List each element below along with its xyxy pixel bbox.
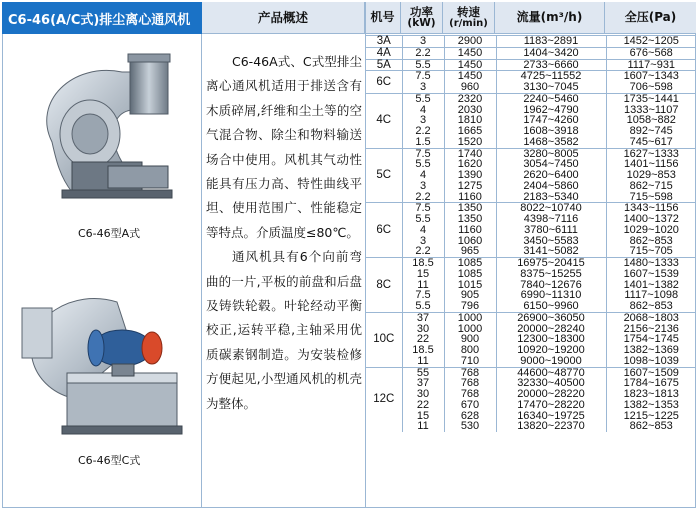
flow-cell: 1404~3420 bbox=[496, 47, 606, 59]
table-row bbox=[366, 36, 696, 48]
power-cell: 7.5 bbox=[402, 148, 444, 159]
table-row bbox=[366, 400, 696, 411]
speed-cell: 2900 bbox=[444, 36, 496, 48]
flow-cell: 6990~11310 bbox=[496, 290, 606, 301]
power-cell: 5.5 bbox=[402, 93, 444, 104]
speed-cell: 965 bbox=[444, 246, 496, 257]
flow-cell: 4725~11552 bbox=[496, 71, 606, 82]
power-cell: 7.5 bbox=[402, 290, 444, 301]
flow-cell: 2620~6400 bbox=[496, 170, 606, 181]
power-cell: 30 bbox=[402, 324, 444, 335]
centrifugal-fan-type-c-icon bbox=[12, 278, 192, 438]
speed-cell: 1000 bbox=[444, 324, 496, 335]
fan-type-a-image bbox=[12, 42, 192, 212]
pressure-cell: 862~853 bbox=[629, 420, 673, 433]
model-cell: 6C bbox=[366, 71, 402, 94]
speed-cell: 2320 bbox=[444, 93, 496, 104]
table-row bbox=[366, 59, 696, 71]
speed-cell: 900 bbox=[444, 334, 496, 345]
pressure-cell: 1343~1156 bbox=[606, 203, 696, 214]
pressure-cell: 1607~1539 bbox=[623, 267, 679, 280]
speed-cell: 1450 bbox=[444, 59, 496, 71]
power-cell: 3 bbox=[402, 236, 444, 247]
flow-cell: 2183~5340 bbox=[496, 192, 606, 203]
flow-cell: 1468~3582 bbox=[496, 137, 606, 148]
pressure-cell: 862~853 bbox=[629, 300, 673, 312]
speed-cell: 628 bbox=[444, 411, 496, 422]
speed-cell: 670 bbox=[444, 400, 496, 411]
fan-type-c-image bbox=[12, 278, 192, 438]
pressure-cell: 1784~1675 bbox=[623, 377, 679, 390]
flow-cell: 2733~6660 bbox=[496, 59, 606, 71]
table-row bbox=[366, 421, 696, 432]
speed-cell: 768 bbox=[444, 367, 496, 378]
speed-cell: 1740 bbox=[444, 148, 496, 159]
speed-cell: 1620 bbox=[444, 159, 496, 170]
table-row bbox=[366, 82, 696, 93]
title-text: C6-46(A/C式)排尘离心通风机 bbox=[8, 12, 191, 28]
pressure-cell: 862~715 bbox=[629, 179, 673, 192]
power-cell: 11 bbox=[402, 421, 444, 432]
fan-type-c-caption: C6-46型C式 bbox=[78, 454, 141, 467]
power-cell: 1.5 bbox=[402, 137, 444, 148]
pressure-cell: 1735~1441 bbox=[606, 93, 696, 104]
pressure-cell: 892~745 bbox=[629, 125, 673, 137]
pressure-cell: 706~598 bbox=[629, 81, 673, 93]
table-header bbox=[202, 2, 696, 34]
pressure-cell: 1029~853 bbox=[626, 169, 676, 181]
pressure-cell: 1607~1509 bbox=[606, 367, 696, 378]
pressure-cell: 1452~1205 bbox=[606, 36, 696, 48]
power-cell: 3 bbox=[402, 36, 444, 48]
power-cell: 7.5 bbox=[402, 71, 444, 82]
flow-cell: 9000~19000 bbox=[496, 356, 606, 367]
power-cell: 3 bbox=[402, 181, 444, 192]
flow-cell: 2404~5860 bbox=[496, 181, 606, 192]
power-cell: 2.2 bbox=[402, 246, 444, 257]
speed-cell: 960 bbox=[444, 82, 496, 93]
table-row bbox=[366, 47, 696, 59]
power-cell: 15 bbox=[402, 411, 444, 422]
pressure-cell: 1117~1098 bbox=[624, 289, 679, 302]
specs-table bbox=[366, 35, 696, 432]
table-row bbox=[366, 246, 696, 257]
speed-cell: 1520 bbox=[444, 137, 496, 148]
power-cell: 11 bbox=[402, 280, 444, 291]
power-cell: 4 bbox=[402, 170, 444, 181]
power-cell: 22 bbox=[402, 334, 444, 345]
power-cell: 30 bbox=[402, 389, 444, 400]
flow-cell: 2240~5460 bbox=[496, 93, 606, 104]
speed-cell: 768 bbox=[444, 378, 496, 389]
power-cell: 15 bbox=[402, 269, 444, 280]
model-cell: 5A bbox=[366, 59, 402, 71]
speed-cell: 1000 bbox=[444, 312, 496, 323]
model-cell: 12C bbox=[366, 367, 402, 432]
power-cell: 5.5 bbox=[402, 301, 444, 312]
power-cell: 37 bbox=[402, 312, 444, 323]
speed-cell: 1665 bbox=[444, 126, 496, 137]
header-pressure: 全压(Pa) bbox=[624, 10, 677, 24]
pressure-cell: 1400~1372 bbox=[623, 213, 679, 225]
description-paragraph: 通风机具有6个向前弯曲的一片,平板的前盘和后盘及铸铁轮毂。叶轮经动平衡校正,运转平稳,主轴采用优质碳素钢制造。为安装检修方便起见,小型通风机的机壳为整体。 bbox=[206, 249, 362, 411]
speed-cell: 1810 bbox=[444, 115, 496, 126]
flow-cell: 3141~5082 bbox=[496, 246, 606, 257]
power-cell: 3 bbox=[402, 82, 444, 93]
flow-cell: 8375~15255 bbox=[496, 269, 606, 280]
speed-cell: 1350 bbox=[444, 203, 496, 214]
flow-cell: 1962~4790 bbox=[496, 105, 606, 116]
flow-cell: 3130~7045 bbox=[496, 82, 606, 93]
centrifugal-fan-type-a-icon bbox=[12, 42, 192, 212]
flow-cell: 20000~28220 bbox=[496, 389, 606, 400]
flow-cell: 1608~3918 bbox=[496, 126, 606, 137]
model-cell: 4A bbox=[366, 47, 402, 59]
power-cell: 18.5 bbox=[402, 345, 444, 356]
pressure-cell: 1382~1369 bbox=[623, 344, 679, 356]
flow-cell: 3054~7450 bbox=[496, 159, 606, 170]
flow-cell: 3780~6111 bbox=[496, 225, 606, 236]
flow-cell: 7840~12676 bbox=[496, 280, 606, 291]
flow-cell: 4398~7116 bbox=[496, 214, 606, 225]
pressure-cell: 1823~1813 bbox=[623, 388, 679, 400]
speed-cell: 1015 bbox=[444, 280, 496, 291]
page-title bbox=[2, 2, 202, 34]
flow-cell: 17470~28220 bbox=[496, 400, 606, 411]
power-cell: 5.5 bbox=[402, 214, 444, 225]
table-row bbox=[366, 181, 696, 192]
header-speed: 转速 (r/min) bbox=[443, 2, 495, 33]
flow-cell: 16340~19725 bbox=[496, 411, 606, 422]
flow-cell: 8022~10740 bbox=[496, 203, 606, 214]
flow-cell: 16975~20415 bbox=[496, 258, 606, 269]
pressure-cell: 715~598 bbox=[629, 190, 673, 203]
flow-cell: 1747~4260 bbox=[496, 115, 606, 126]
pressure-cell: 1117~931 bbox=[606, 59, 696, 71]
power-cell: 18.5 bbox=[402, 258, 444, 269]
power-cell: 2.2 bbox=[402, 192, 444, 203]
speed-cell: 1160 bbox=[444, 192, 496, 203]
flow-cell: 10920~19200 bbox=[496, 345, 606, 356]
table-row bbox=[366, 192, 696, 203]
speed-cell: 768 bbox=[444, 389, 496, 400]
flow-cell: 3280~8005 bbox=[496, 148, 606, 159]
model-cell: 4C bbox=[366, 93, 402, 148]
speed-cell: 1450 bbox=[444, 71, 496, 82]
speed-cell: 1450 bbox=[444, 47, 496, 59]
speed-cell: 800 bbox=[444, 345, 496, 356]
pressure-cell: 1382~1353 bbox=[623, 398, 679, 411]
flow-cell: 13820~22370 bbox=[496, 421, 606, 432]
flow-cell: 3450~5583 bbox=[496, 236, 606, 247]
pressure-cell: 715~705 bbox=[629, 245, 673, 258]
pressure-cell: 1401~1382 bbox=[623, 278, 679, 291]
speed-cell: 1060 bbox=[444, 236, 496, 247]
header-power: 功率 (kW) bbox=[401, 2, 443, 33]
header-flow: 流量(m³/h) bbox=[495, 2, 605, 33]
power-cell: 2.2 bbox=[402, 47, 444, 59]
power-cell: 55 bbox=[402, 367, 444, 378]
power-cell: 4 bbox=[402, 105, 444, 116]
power-cell: 11 bbox=[402, 356, 444, 367]
flow-cell: 32330~40500 bbox=[496, 378, 606, 389]
pressure-cell: 2156~2136 bbox=[623, 322, 679, 335]
table-row bbox=[366, 312, 696, 323]
table-row bbox=[366, 356, 696, 367]
model-cell: 3A bbox=[366, 36, 402, 48]
pressure-cell: 1215~1225 bbox=[623, 409, 679, 422]
fan-type-a-caption: C6-46型A式 bbox=[78, 227, 141, 240]
speed-cell: 1390 bbox=[444, 170, 496, 181]
flow-cell: 44600~48770 bbox=[496, 367, 606, 378]
power-cell: 7.5 bbox=[402, 203, 444, 214]
header-model: 机号 bbox=[365, 2, 401, 33]
table-row bbox=[366, 225, 696, 236]
power-cell: 3 bbox=[402, 115, 444, 126]
speed-cell: 905 bbox=[444, 290, 496, 301]
pressure-cell: 676~568 bbox=[606, 47, 696, 59]
flow-cell: 6150~9960 bbox=[496, 301, 606, 312]
flow-cell: 1183~2891 bbox=[496, 36, 606, 48]
pressure-cell: 1607~1343 bbox=[606, 71, 696, 82]
power-cell: 5.5 bbox=[402, 159, 444, 170]
speed-cell: 1085 bbox=[444, 269, 496, 280]
description-paragraph: C6-46A式、C式型排尘离心通风机适用于排送含有木质碎屑,纤维和尘土等的空气混合物、除尘和物料输送场合中使用。风机其气动性能具有压力高、特性曲线平坦、使用范围广、性能稳定等特点。介质温度≤80℃。 bbox=[206, 54, 362, 240]
speed-cell: 1350 bbox=[444, 214, 496, 225]
flow-cell: 20000~28240 bbox=[496, 324, 606, 335]
flow-cell: 26900~36050 bbox=[496, 312, 606, 323]
pressure-cell: 1058~882 bbox=[626, 114, 676, 127]
speed-cell: 1275 bbox=[444, 181, 496, 192]
speed-cell: 1085 bbox=[444, 258, 496, 269]
speed-cell: 710 bbox=[444, 356, 496, 367]
table-row bbox=[366, 269, 696, 280]
flow-cell: 12300~18300 bbox=[496, 334, 606, 345]
speed-cell: 2030 bbox=[444, 105, 496, 116]
speed-cell: 530 bbox=[444, 421, 496, 432]
product-description bbox=[206, 50, 362, 416]
pressure-cell: 1754~1745 bbox=[623, 333, 679, 346]
pressure-cell: 1029~1020 bbox=[623, 223, 679, 236]
pressure-cell: 745~617 bbox=[629, 135, 673, 148]
pressure-cell: 2068~1803 bbox=[606, 312, 696, 323]
power-cell: 2.2 bbox=[402, 126, 444, 137]
pressure-cell: 1480~1333 bbox=[606, 258, 696, 269]
pressure-cell: 862~853 bbox=[629, 234, 673, 247]
table-row bbox=[366, 137, 696, 148]
pressure-cell: 1401~1156 bbox=[623, 158, 679, 171]
pressure-cell: 1627~1333 bbox=[606, 148, 696, 159]
power-cell: 4 bbox=[402, 225, 444, 236]
power-cell: 22 bbox=[402, 400, 444, 411]
power-cell: 37 bbox=[402, 378, 444, 389]
table-row bbox=[366, 93, 696, 104]
model-cell: 10C bbox=[366, 312, 402, 367]
speed-cell: 796 bbox=[444, 301, 496, 312]
model-cell: 8C bbox=[366, 258, 402, 313]
pressure-cell: 1333~1107 bbox=[623, 103, 679, 116]
power-cell: 5.5 bbox=[402, 59, 444, 71]
model-cell: 5C bbox=[366, 148, 402, 203]
speed-cell: 1160 bbox=[444, 225, 496, 236]
pressure-cell: 1098~1039 bbox=[623, 354, 679, 367]
table-row bbox=[366, 301, 696, 312]
header-overview: 产品概述 bbox=[202, 2, 365, 33]
model-cell: 6C bbox=[366, 203, 402, 258]
